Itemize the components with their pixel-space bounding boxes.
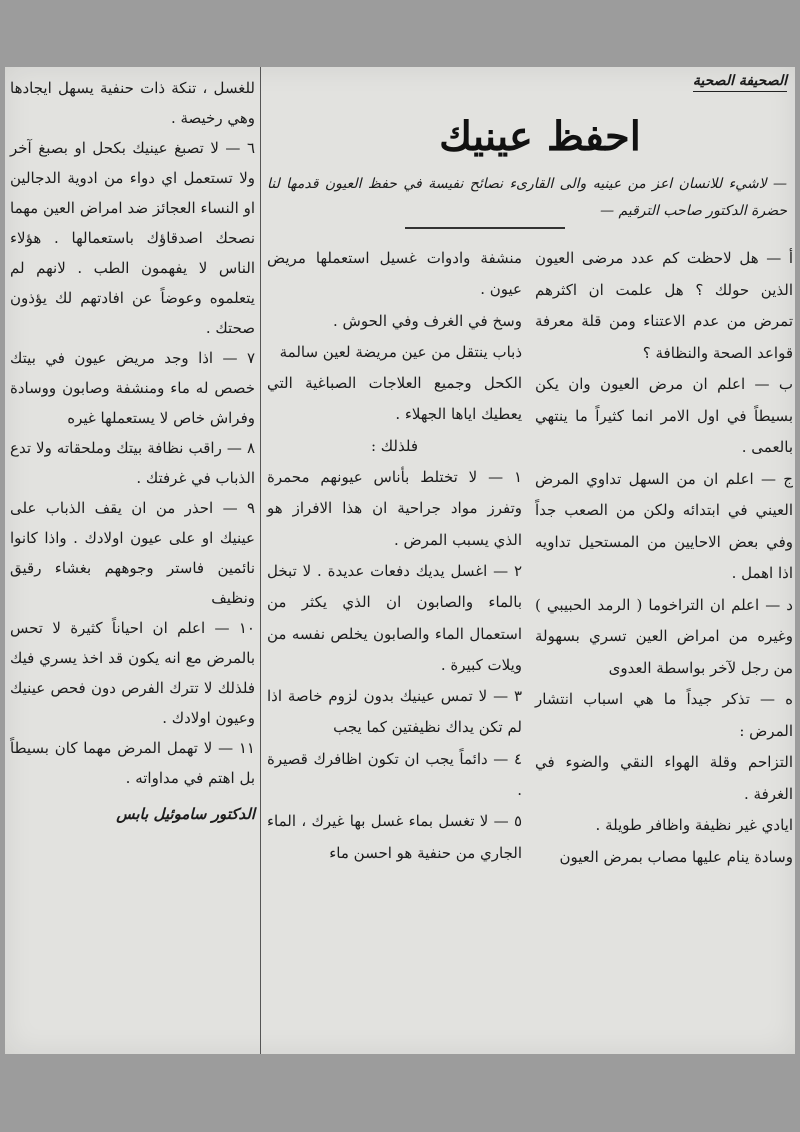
- section-label: الصحيفة الصحية: [693, 73, 787, 92]
- paragraph: ٩ — احذر من ان يقف الذباب على عينيك او على عيون اولادك . واذا كانوا نائمين فاستر وجوههم بغشاء رقيق ونظيف: [10, 499, 255, 607]
- paragraph: ١١ — لا تهمل المرض مهما كان بسيطاً بل اهتم في مداواته .: [10, 739, 255, 787]
- column-left: [10, 67, 255, 829]
- paragraph: د — اعلم ان التراخوما ( الرمد الحبيبي ) وغيره من امراض العين تسري بسهولة من رجل لآخر بواسطة العدوى: [535, 595, 793, 677]
- paragraph: ٤ — دائماً يجب ان تكون اظافرك قصيرة .: [267, 749, 522, 800]
- paragraph: أ — هل لاحظت كم عدد مرضى العيون الذين حولك ؟ هل علمت ان اكثرهم تمرض من عدم الاعتناء ومن قلة معرفة قواعد الصحة والنظافة ؟: [535, 249, 793, 362]
- paragraph: ايادي غير نظيفة واظافر طويلة .: [595, 816, 793, 834]
- newspaper-page: [5, 67, 795, 1054]
- paragraph: ٨ — راقب نظافة بيتك وملحقاته ولا تدع الذباب في غرفتك .: [10, 439, 255, 487]
- paragraph: ج — اعلم ان من السهل تداوي المرض العيني في ابتدائه ولكن من الصعب جداً وفي بعض الاحايين من المستحيل تداويه اذا اهمل .: [535, 469, 793, 582]
- paragraph: ١ — لا تختلط بأناس عيونهم محمرة وتفرز مواد جراحية ان هذا الافراز هو الذي يسبب المرض .: [267, 468, 522, 549]
- paragraph: الكحل وجميع العلاجات الصباغية التي يعطيك اياها الجهلاء .: [267, 374, 522, 424]
- author-signature: الدكتور ساموئيل بابس: [116, 805, 255, 823]
- column-middle: [267, 243, 522, 869]
- paragraph: للغسل ، تنكة ذات حنفية يسهل ايجادها وهي رخيصة .: [10, 79, 255, 127]
- paragraph: ٥ — لا تغسل بماء غسل بها غيرك ، الماء الجاري من حنفية هو احسن ماء: [267, 812, 522, 862]
- column-right: [535, 243, 793, 873]
- paragraph: ٧ — اذا وجد مريض عيون في بيتك خصص له ماء ومنشفة وصابون ووسادة وفراش خاص لا يستعملها غيره: [10, 349, 255, 427]
- paragraph: ٢ — اغسل يديك دفعات عديدة . لا تبخل بالماء والصابون ان الذي يكثر من استعمال الماء والصابون يخلص نفسه من ويلات كبيرة .: [267, 561, 522, 674]
- paragraph: وسخ في الغرف وفي الحوش .: [333, 311, 522, 330]
- paragraph: ذباب ينتقل من عين مريضة لعين سالمة: [279, 342, 522, 361]
- article-intro: — لاشيء للانسان اعز من عينيه والى القارىء نصائح نفيسة في حفظ العيون قدمها لنا حضرة الدكتور صاحب الترقيم —: [267, 176, 787, 219]
- paragraph: فلذلك :: [370, 436, 419, 455]
- paragraph: ه — تذكر جيداً ما هي اسباب انتشار المرض :: [535, 690, 793, 740]
- paragraph: ٣ — لا تمس عينيك بدون لزوم خاصة اذا لم تكن يداك نظيفتين كما يجب: [267, 687, 522, 737]
- paragraph: ب — اعلم ان مرض العيون وان يكن بسيطاً في اول الامر انما كثيراً ما ينتهي بالعمى .: [535, 375, 793, 456]
- paragraph: ٦ — لا تصبغ عينيك بكحل او بصبغ آخر ولا تستعمل اي دواء من ادوية الدجالين او النساء العجائز ضد امراض العين مهما نصحك اصدقاؤك باستعمالها . هؤلاء الناس لا يفهمون الطب . لانهم لم يتعلموه وعوضاً عن افادتهم لك يؤذون صحتك .: [10, 139, 255, 337]
- paragraph: وسادة ينام عليها مصاب بمرض العيون: [559, 847, 793, 866]
- intro-underline: [405, 227, 565, 229]
- column-divider: [260, 67, 261, 1054]
- article-title: احفظ عينيك: [439, 113, 641, 160]
- paragraph: ١٠ — اعلم ان احياناً كثيرة لا تحس بالمرض مع انه يكون قد اخذ يسري فيك فلذلك لا تترك الفرص دون فحص عينيك وعيون اولادك .: [10, 619, 255, 727]
- paragraph: منشفة وادوات غسيل استعملها مريض عيون .: [267, 249, 522, 299]
- paragraph: التزاحم وقلة الهواء النقي والضوء في الغرفة .: [535, 753, 793, 803]
